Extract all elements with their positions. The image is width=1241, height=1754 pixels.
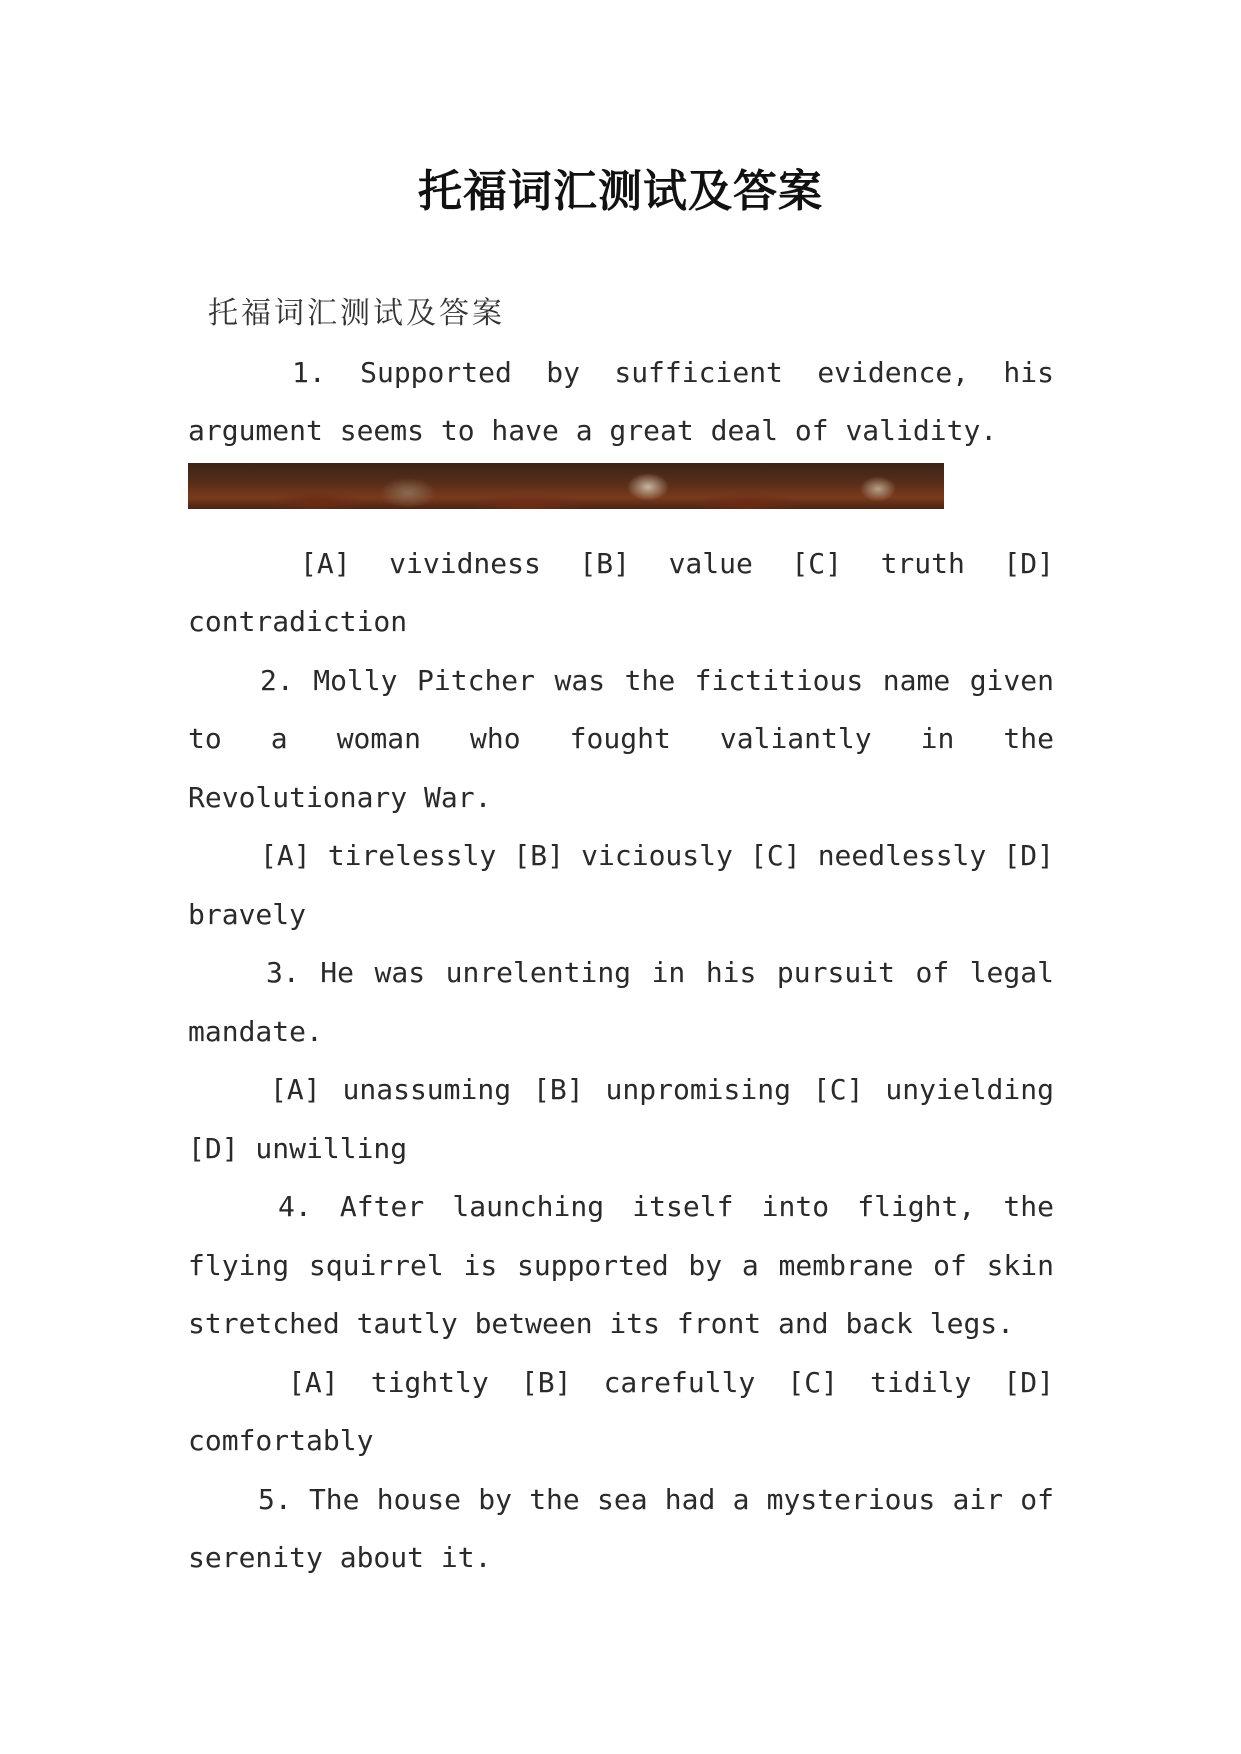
question-4-options: [A] tightly [B] carefully [C] tidily [D] comfortably xyxy=(188,1365,1054,1457)
question-3-options: [A] unassuming [B] unpromising [C] unyielding [D] unwilling xyxy=(188,1073,1054,1165)
question-1-stem: 1. Supported by sufficient evidence, his argument seems to have a great deal of validity. xyxy=(188,355,1054,447)
question-5-stem: 5. The house by the sea had a mysterious air of serenity about it. xyxy=(188,1482,1054,1574)
question-1-options: [A] vividness [B] value [C] truth [D] contradiction xyxy=(188,546,1054,638)
question-2-stem: 2. Molly Pitcher was the fictitious name given to a woman who fought valiantly in the Revolutionary War. xyxy=(188,663,1054,814)
question-3-stem: 3. He was unrelenting in his pursuit of legal mandate. xyxy=(188,956,1054,1048)
embedded-photo xyxy=(188,463,944,509)
document-subtitle: 托福词汇测试及答案 xyxy=(208,296,505,331)
question-2-options: [A] tirelessly [B] viciously [C] needlessly [D] bravely xyxy=(188,839,1054,931)
question-4-stem: 4. After launching itself into flight, the flying squirrel is supported by a membrane of skin stretched tautly between its front and back legs. xyxy=(188,1190,1054,1340)
document-body xyxy=(188,285,1054,1588)
page-title: 托福词汇测试及答案 xyxy=(418,166,823,217)
